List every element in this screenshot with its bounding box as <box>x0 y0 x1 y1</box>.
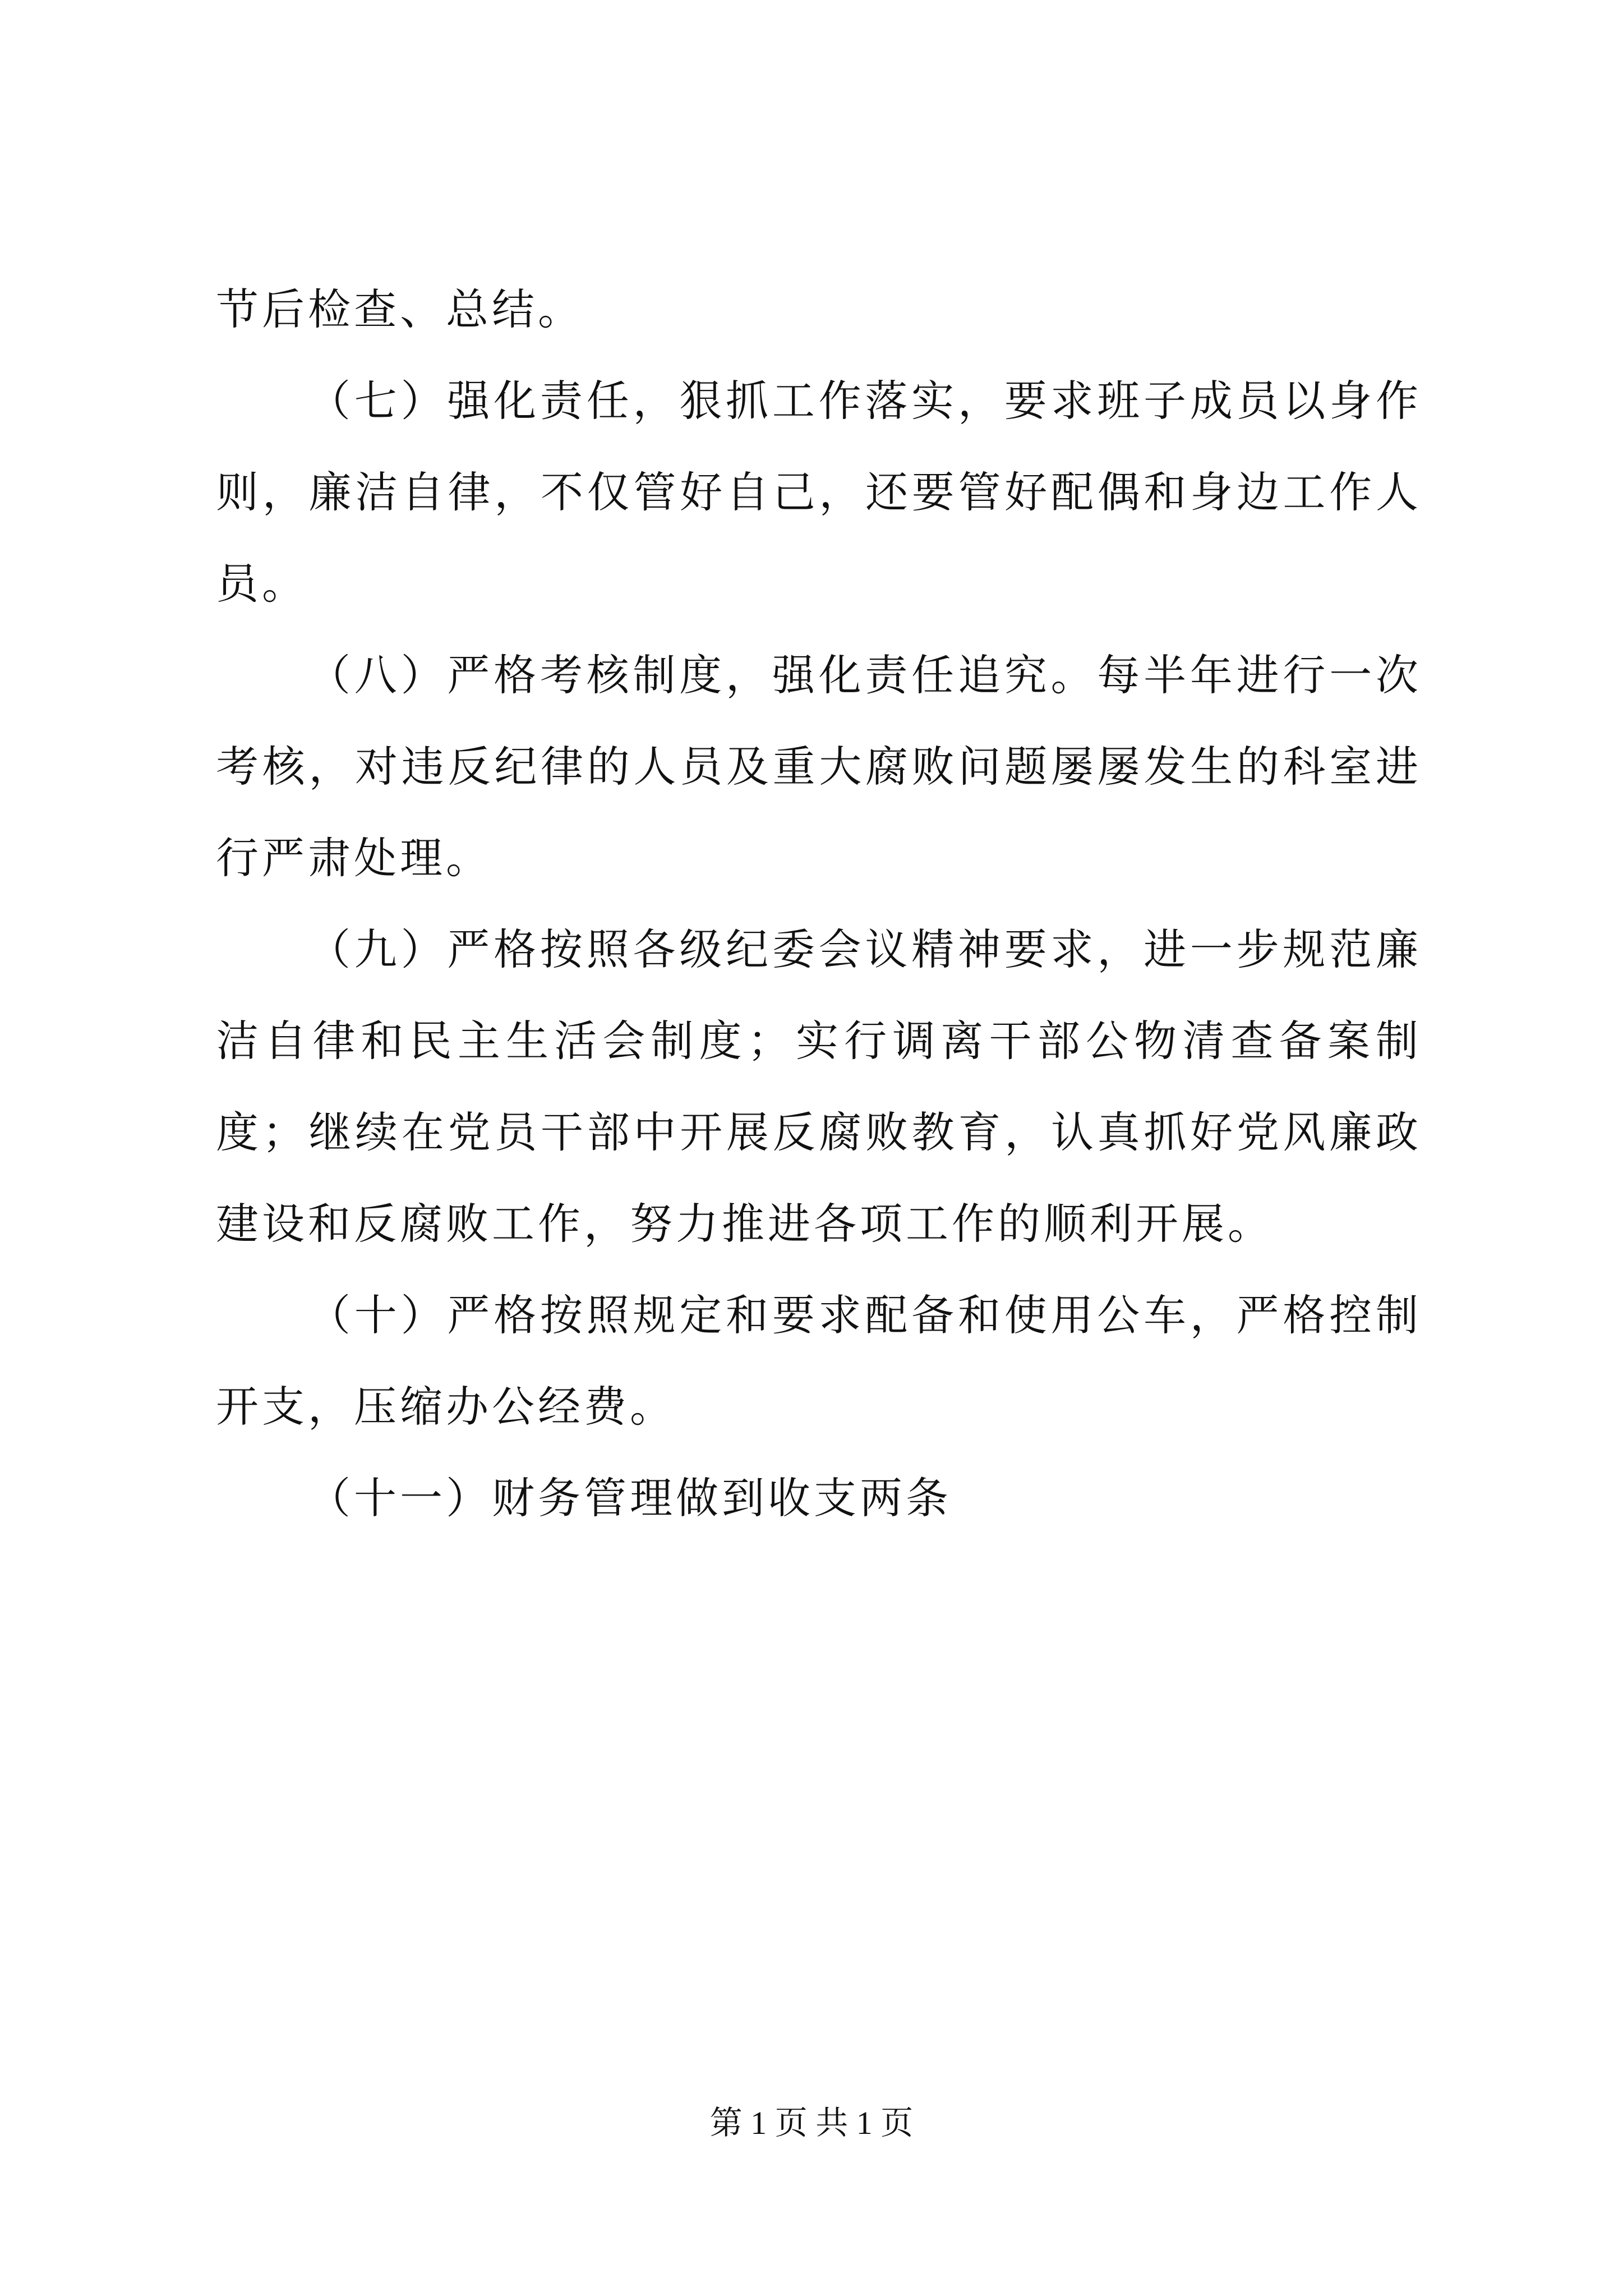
page-number-footer: 第 1 页 共 1 页 <box>709 2105 914 2141</box>
paragraph-item-7: （七）强化责任，狠抓工作落实，要求班子成员以身作则，廉洁自律，不仅管好自己，还要管好配偶和身边工作人员。 <box>216 376 1422 609</box>
document-body <box>216 264 1422 1544</box>
paragraph-item-9: （九）严格按照各级纪委会议精神要求，进一步规范廉洁自律和民主生活会制度；实行调离干部公物清查备案制度；继续在党员干部中开展反腐败教育，认真抓好党风廉政建设和反腐败工作，努力推进各项工作的顺利开展。 <box>216 924 1422 1249</box>
paragraph-item-11: （十一）财务管理做到收支两条 <box>308 1473 952 1523</box>
paragraph-item-10: （十）严格按照规定和要求配备和使用公车，严格控制开支，压缩办公经费。 <box>216 1290 1422 1432</box>
paragraph-continuation: 节后检查、总结。 <box>216 284 584 334</box>
paragraph-item-8: （八）严格考核制度，强化责任追究。每半年进行一次考核，对违反纪律的人员及重大腐败问题屡屡发生的科室进行严肃处理。 <box>216 650 1422 883</box>
